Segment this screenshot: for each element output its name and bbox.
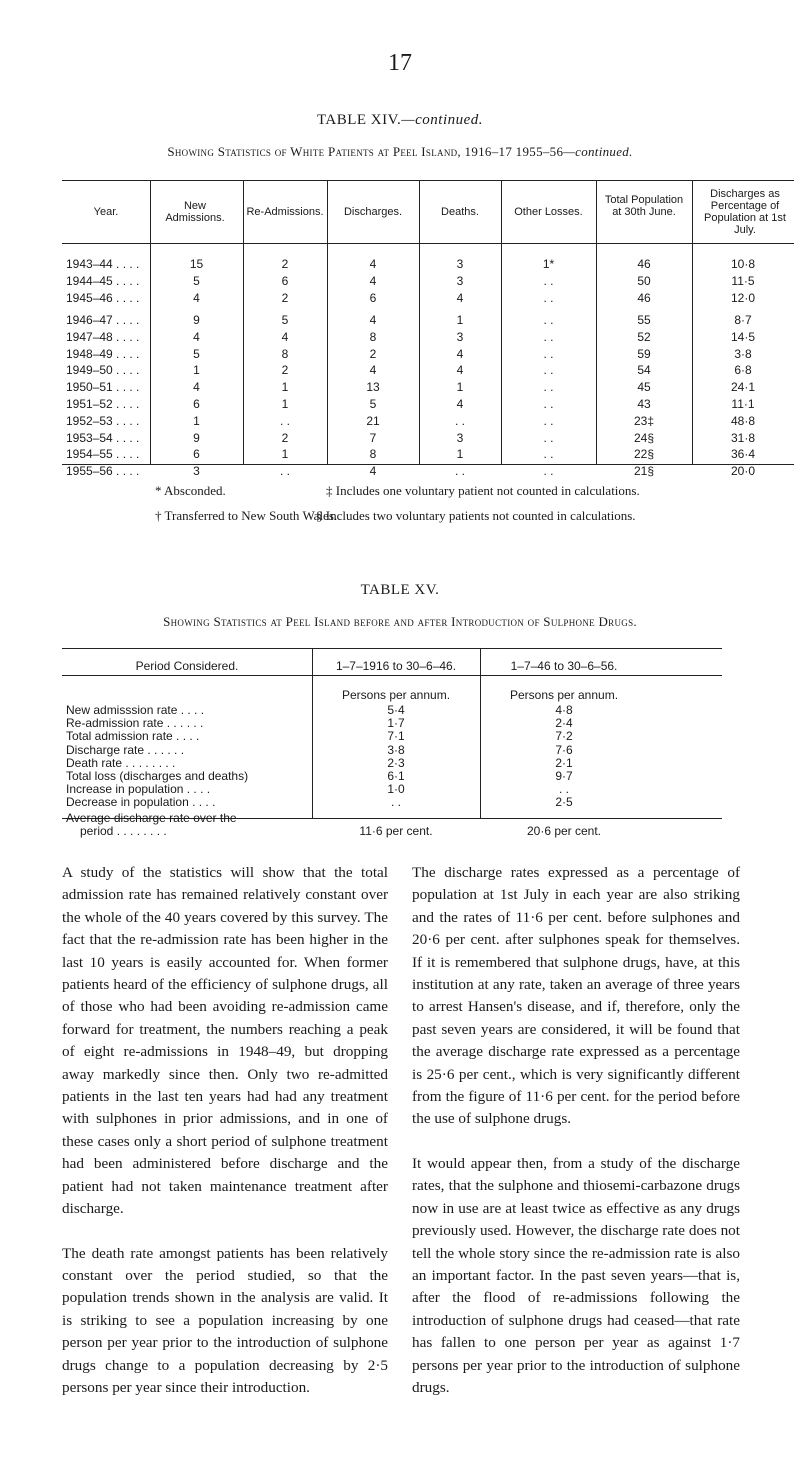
pct-cell: 48·8 [730,413,756,428]
dis-cell: 21 [366,413,380,428]
pct-cell: 3·8 [734,346,752,361]
re-cell: 1 [281,447,289,462]
row-label: New admisssion rate . . . . [66,703,205,717]
paragraph: The discharge rates expressed as a percentage of population at 1st July in each year are also striking and the rates of 11·6 per cent. before sulphones and 20·6 per cent. after sulphones speak for themselves. If it is remembered that sulphone drugs, have, at this institution at any rate, taken an average of three years to arrest Hansen's disease, and if, therefore, only the past seven years are considered, it will be found that the average discharge rate expressed as a percentage is 25·6 per cent., which is very significantly different from the figure of 11·6 per cent. for the period before the use of sulphone drugs. [412,864,740,1128]
value-b: 7·2 [555,729,573,744]
value-b: 2·1 [555,755,573,770]
re-cell: 5 [281,313,289,327]
dis-cell: 4 [369,273,377,288]
deaths-cell: 3 [456,329,464,344]
other-cell: . . [543,464,554,479]
row-label: Average discharge rate over the [66,810,237,825]
total-cell: 55 [637,313,651,327]
other-cell: . . [543,329,554,344]
re-cell: 2 [281,363,289,378]
total-cell: 52 [637,329,651,344]
new-cell: 3 [193,464,200,479]
re-cell: 2 [281,430,289,445]
year-cell: 1951–52 . . . . [66,397,140,411]
dis-cell: 4 [369,313,377,327]
re-cell: . . [279,413,290,428]
value-a: 1·7 [387,716,405,731]
dis-cell: 2 [369,346,377,361]
value-b: 7·6 [555,742,573,757]
row-label: Decrease in population . . . . [66,795,216,810]
units-b: Persons per annum. [509,688,619,702]
other-cell: . . [543,447,554,462]
pct-cell: 11·1 [731,397,755,411]
other-cell: . . [543,413,554,428]
value-b: 4·8 [555,703,573,717]
pct-cell: 11·5 [731,273,755,288]
other-cell: . . [543,430,554,445]
value-b: 2·5 [555,795,573,810]
other-cell: . . [543,290,554,305]
deaths-cell: . . [454,413,465,428]
value-a: 2·3 [387,755,405,770]
paragraph: A study of the statistics will show that the total admission rate has remained relatively constant over the whole of the 40 years covered by this survey. The fact that the re-admission rate has been higher in the last 10 years is easily accounted for. When former patients heard of the efficiency of sulphone drugs, all of those who had been avoiding re-admission came forward for treatment, the numbers reaching a peak of eight re-admissions in 1948–49, but dropping away markedly since then. Only two re-admitted patients in the last ten years had had any treatment with sulphones in prior admissions, and in one of these cases only a short period of sulphone treatment had been administered before discharge and the patient had not taken maintenance treatment after discharge. [62,864,388,1218]
pct-cell: 12·0 [730,290,756,305]
other-cell: . . [543,380,554,395]
paragraph: It would appear then, from a study of the discharge rates, that the sulphone and thiosemi-carbazone drugs now in use are at least twice as effective as any drugs previously used. However, the discharge rate does not tell the whole story since the re-admission rate is also an important factor. In the past seven years—that is, after the flood of re-admissions following the introduction of sulphone drugs had ceased—that rate has fallen to one person per year as against 1·7 persons per year prior to the introduction of sulphone drugs. [412,1154,740,1396]
value-a: . . [390,795,401,810]
dis-cell: 6 [369,290,377,305]
re-cell: 1 [281,397,289,411]
value-a: 5·4 [387,703,405,717]
new-cell: 5 [193,346,200,361]
pct-cell: 36·4 [730,447,756,462]
dis-cell: 8 [369,329,377,344]
pct-cell: 6·8 [734,363,752,378]
table-15-header-rule [62,675,722,676]
year-cell: 1947–48 . . . . [66,329,140,344]
pct-cell: 24·1 [730,380,756,395]
value-b: . . [558,782,569,797]
re-cell: 6 [281,273,289,288]
header-discharge-percentage: Discharges as Percentage of Population at 1st July. [704,188,786,236]
dis-cell: 4 [369,257,377,271]
re-cell: 1 [281,380,289,395]
re-cell: 2 [281,257,289,271]
year-cell: 1944–45 . . . . [66,273,140,288]
table-14-title-main: TABLE XIV. [316,112,402,128]
value-b: 9·7 [555,769,573,783]
text-column-left [62,862,388,1421]
header-discharges: Discharges. [343,206,403,218]
header-period-b: 1–7–46 to 30–6–56. [510,659,618,673]
row-label: Death rate . . . . . . . . [66,755,176,770]
header-period: Period Considered. [135,659,239,673]
total-cell: 24§ [633,430,655,445]
dis-cell: 13 [366,380,380,395]
new-cell: 4 [193,290,200,305]
deaths-cell: 3 [456,257,464,271]
dis-cell: 4 [369,363,377,378]
deaths-cell: 3 [456,430,464,445]
year-cell: 1950–51 . . . . [66,380,140,395]
row-label: Discharge rate . . . . . . [66,742,185,757]
other-cell: . . [543,313,554,327]
header-period-a: 1–7–1916 to 30–6–46. [335,659,457,673]
re-cell: 8 [281,346,289,361]
table-14-header-rule [62,243,794,244]
row-label: Total admission rate . . . . [66,729,200,744]
deaths-cell: 4 [456,397,464,411]
units-a: Persons per annum. [341,688,451,702]
year-cell: 1952–53 . . . . [66,413,140,428]
dis-cell: 8 [369,447,377,462]
re-cell: . . [279,464,290,479]
header-deaths: Deaths. [441,206,479,218]
deaths-cell: 4 [456,290,464,305]
table-14-subtitle [0,144,800,160]
pct-cell: 31·8 [730,430,756,445]
new-cell: 1 [193,363,200,378]
total-cell: 22§ [633,447,655,462]
total-cell: 45 [637,380,651,395]
table-15-top-rule [62,648,722,649]
footnote-absconded: * Absconded. [155,483,226,498]
total-cell: 21§ [633,464,655,479]
dis-cell: 5 [369,397,377,411]
other-cell: . . [543,346,554,361]
year-cell: 1946–47 . . . . [66,313,140,327]
row-label: period . . . . . . . . [80,823,167,838]
header-re-admissions: Re-Admissions. [246,206,324,218]
deaths-cell: . . [454,464,465,479]
value-a: 3·8 [387,742,405,757]
new-cell: 9 [193,430,200,445]
table-14-title-suffix: —continued. [401,112,484,128]
re-cell: 2 [281,290,289,305]
value-b: 2·4 [555,716,573,731]
total-cell: 50 [637,273,651,288]
other-cell: . . [543,397,554,411]
new-cell: 5 [193,273,200,288]
other-cell: 1* [542,257,555,271]
total-cell: 46 [637,290,651,305]
row-label: Total loss (discharges and deaths) [66,769,249,783]
new-cell: 15 [189,257,204,271]
dis-cell: 7 [369,430,377,445]
new-cell: 6 [193,447,200,462]
footnote-double-dagger: ‡ Includes one voluntary patient not counted in calculations. [326,483,640,498]
new-cell: 1 [193,413,200,428]
page-number: 17 [388,50,412,76]
total-cell: 23‡ [633,413,655,428]
year-cell: 1948–49 . . . . [66,346,140,361]
paragraph: The death rate amongst patients has been relatively constant over the period studied, so that the population trends shown in the analysis are valid. It is striking to see a population increasing by one person per year prior to the introduction of sulphone drugs change to a population decreasing by 2·5 persons per year since their introduction. [62,1244,388,1396]
text-column-right [412,862,740,1421]
table-15-title: TABLE XV. [360,582,440,598]
re-cell: 4 [281,329,289,344]
value-b: 20·6 per cent. [526,823,602,838]
total-cell: 43 [637,397,651,411]
total-cell: 54 [637,363,651,378]
footnote-section: § Includes two voluntary patients not counted in calculations. [316,508,636,523]
deaths-cell: 1 [456,447,464,462]
new-cell: 4 [193,380,200,395]
pct-cell: 8·7 [734,313,752,327]
table-14-subtitle-main: Showing Statistics of White Patients at Peel Island, 1916–17 1955–56 [167,144,564,159]
header-total-population: Total Population at 30th June. [604,194,684,218]
new-cell: 6 [193,397,200,411]
pct-cell: 10·8 [730,257,756,271]
pct-cell: 14·5 [730,329,756,344]
total-cell: 46 [637,257,651,271]
table-14-subtitle-suffix: —continued. [563,144,633,159]
year-cell: 1955–56 . . . . [66,464,140,479]
value-a: 6·1 [387,769,405,783]
footnote-dagger: † Transferred to New South Wales. [155,508,338,523]
pct-cell: 20·0 [730,464,756,479]
year-cell: 1949–50 . . . . [66,363,140,378]
deaths-cell: 4 [456,346,464,361]
other-cell: . . [543,273,554,288]
total-cell: 59 [637,346,651,361]
year-cell: 1954–55 . . . . [66,447,140,462]
new-cell: 9 [193,313,200,327]
header-other-losses: Other Losses. [514,206,583,218]
deaths-cell: 1 [456,380,464,395]
table-15-subtitle: Showing Statistics at Peel Island before and after Introduction of Sulphone Drugs. [163,614,637,629]
deaths-cell: 3 [456,273,464,288]
other-cell: . . [543,363,554,378]
row-label: Re-admission rate . . . . . . [66,716,204,731]
table-14-top-rule [62,180,794,181]
value-a: 1·0 [387,782,405,797]
year-cell: 1945–46 . . . . [66,290,140,305]
header-new-admissions: New Admissions. [165,200,225,224]
year-cell: 1953–54 . . . . [66,430,140,445]
value-a: 11·6 per cent. [359,823,433,838]
year-cell: 1943–44 . . . . [66,257,140,271]
dis-cell: 4 [369,464,377,479]
deaths-cell: 1 [456,313,464,327]
table-14-title [0,112,800,129]
deaths-cell: 4 [456,363,464,378]
value-a: 7·1 [387,729,405,744]
header-year: Year. [93,206,119,218]
row-label: Increase in population . . . . [66,782,211,797]
new-cell: 4 [193,329,200,344]
